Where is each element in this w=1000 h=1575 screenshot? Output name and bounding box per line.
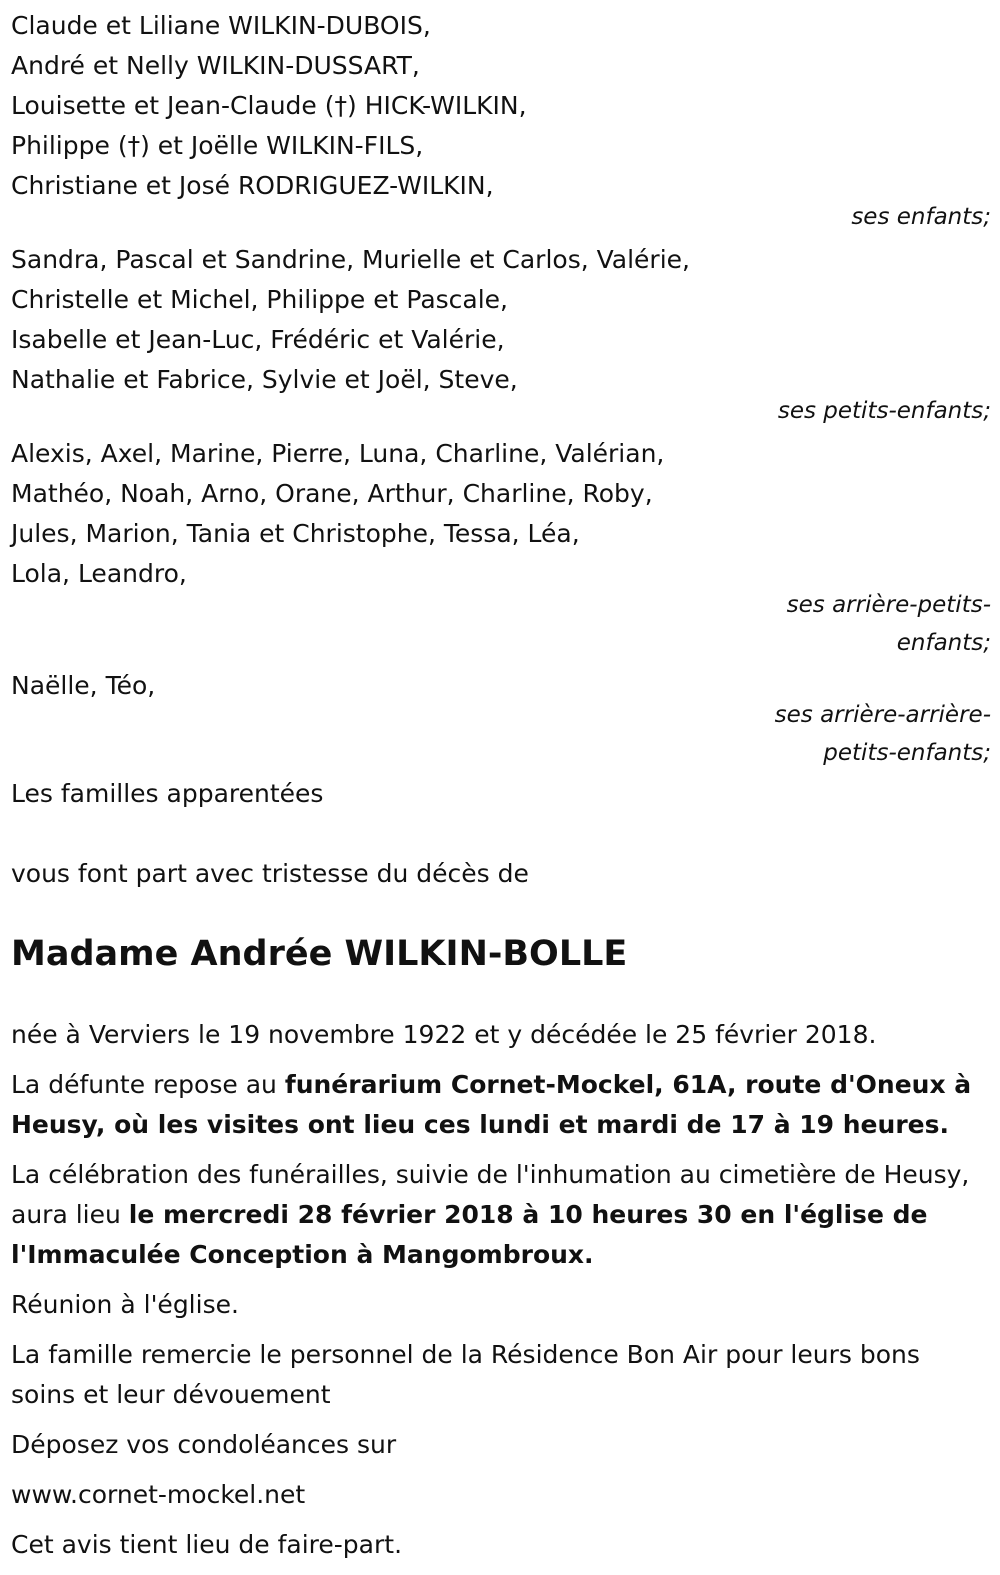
obituary-notice [11,0,991,1575]
list-item: Alexis, Axel, Marine, Pierre, Luna, Charline, Valérian, [11,439,665,468]
great-great-grandchildren-role [11,696,991,772]
rest-info [11,1065,991,1145]
list-item: Naëlle, Téo, [11,671,156,700]
list-item: Claude et Liliane WILKIN-DUBOIS, [11,11,431,40]
grandchildren-list [11,240,991,400]
children-role: ses enfants; [851,204,991,230]
ceremony-prefix: La célébration des funérailles, suivie de l'inhumation au cimetière de Heusy, aura lieu [11,1160,970,1229]
list-item: Louisette et Jean-Claude (†) HICK-WILKIN, [11,91,527,120]
deceased-name: Madame Andrée WILKIN-BOLLE [11,934,628,974]
list-item: Isabelle et Jean-Luc, Frédéric et Valérie, [11,325,505,354]
closing-note: Cet avis tient lieu de faire-part. [11,1530,403,1559]
condolences-text: Déposez vos condoléances sur [11,1430,397,1459]
list-item: Christiane et José RODRIGUEZ-WILKIN, [11,171,494,200]
role-line: ses arrière-arrière- [774,702,991,728]
list-item: Mathéo, Noah, Arno, Orane, Arthur, Charline, Roby, [11,479,653,508]
grandchildren-role: ses petits-enfants; [777,398,991,424]
related-families: Les familles apparentées [11,779,324,808]
great-grandchildren-role [11,586,991,662]
birth-death-info: née à Verviers le 19 novembre 1922 et y décédée le 25 février 2018. [11,1020,877,1049]
announcement: vous font part avec tristesse du décès de [11,859,529,888]
list-item: André et Nelly WILKIN-DUSSART, [11,51,420,80]
children-list [11,6,991,206]
list-item: Lola, Leandro, [11,559,187,588]
rest-prefix: La défunte repose au [11,1070,285,1099]
meeting-info: Réunion à l'église. [11,1290,239,1319]
list-item: Philippe (†) et Joëlle WILKIN-FILS, [11,131,424,160]
website-link[interactable]: www.cornet-mockel.net [11,1480,306,1509]
great-great-grandchildren-list [11,666,991,706]
ceremony-details: le mercredi 28 février 2018 à 10 heures 30 en l'église de l'Immaculée Conception à Mangombroux. [11,1200,928,1269]
list-item: Christelle et Michel, Philippe et Pascale, [11,285,508,314]
great-grandchildren-list [11,434,991,594]
list-item: Sandra, Pascal et Sandrine, Murielle et Carlos, Valérie, [11,245,690,274]
ceremony-info [11,1155,991,1275]
role-line: petits-enfants; [823,740,991,766]
list-item: Jules, Marion, Tania et Christophe, Tessa, Léa, [11,519,580,548]
list-item: Nathalie et Fabrice, Sylvie et Joël, Steve, [11,365,518,394]
rest-details: funérarium Cornet-Mockel, 61A, route d'Oneux à Heusy, où les visites ont lieu ces lundi et mardi de 17 à 19 heures. [11,1070,972,1139]
thanks-message: La famille remercie le personnel de la Résidence Bon Air pour leurs bons soins et leur dévouement [11,1340,920,1409]
role-line: ses arrière-petits- [786,592,991,618]
role-line: enfants; [896,630,991,656]
